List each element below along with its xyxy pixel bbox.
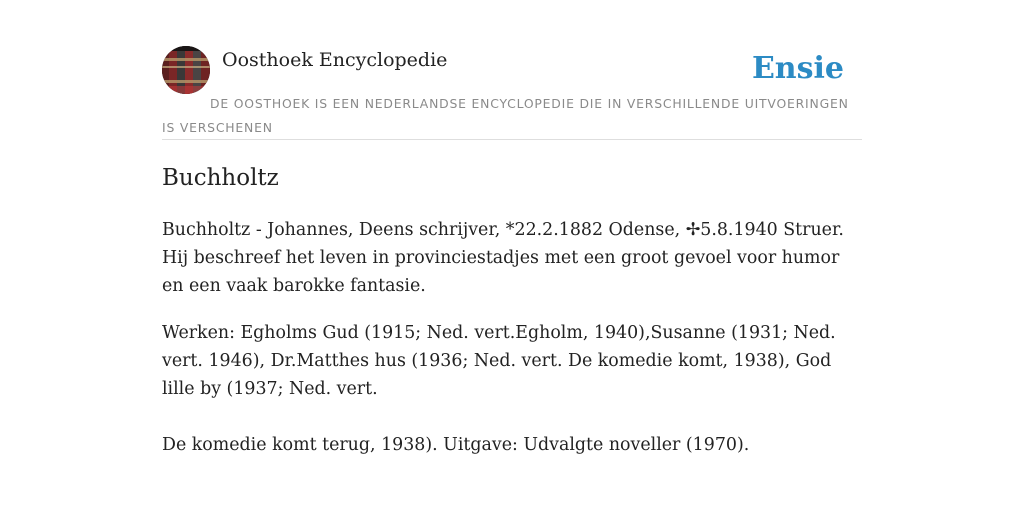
site-header bbox=[162, 46, 862, 140]
site-tagline: DE OOSTHOEK IS EEN NEDERLANDSE ENCYCLOPEDIE DIE IN VERSCHILLENDE UITVOERINGEN IS VERSCHENEN bbox=[162, 96, 849, 135]
article-title: Buchholtz bbox=[162, 165, 279, 191]
ensie-logo-link[interactable]: Ensie bbox=[751, 51, 844, 86]
article-paragraph-2: Werken: Egholms Gud (1915; Ned. vert.Egholm, 1940),Susanne (1931; Ned. vert. 1946), Dr.Matthes hus (1936; Ned. vert. De komedie komt, 1938), God lille by (1937; Ned. vert. bbox=[162, 323, 836, 399]
encyclopedia-books-icon[interactable] bbox=[162, 46, 210, 94]
article-paragraph-1: Buchholtz - Johannes, Deens schrijver, *22.2.1882 Odense, ✢5.8.1940 Struer. Hij beschreef het leven in provinciestadjes met een groot gevoel voor humor en een vaak barokke fantasie. bbox=[162, 220, 844, 296]
article-paragraph-3: De komedie komt terug, 1938). Uitgave: Udvalgte noveller (1970). bbox=[162, 435, 750, 455]
article bbox=[162, 160, 862, 459]
site-name-link[interactable]: Oosthoek Encyclopedie bbox=[222, 49, 448, 71]
